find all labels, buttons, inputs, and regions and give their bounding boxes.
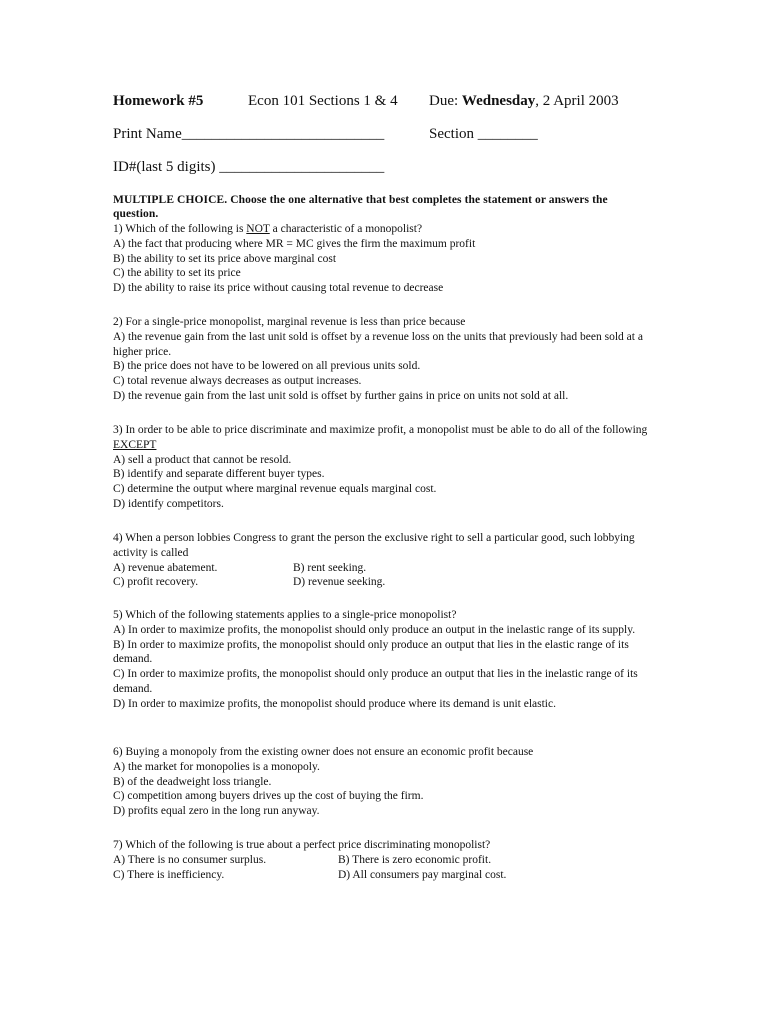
option-a: A) In order to maximize profits, the monopolist should only produce an output in the inelastic range of its supply. xyxy=(113,623,636,636)
option-b: B) the price does not have to be lowered on all previous units sold. xyxy=(113,360,421,373)
option-b: B) the ability to set its price above marginal cost xyxy=(113,252,337,265)
id-field: ID#(last 5 digits) ______________________ xyxy=(113,159,385,175)
course-title: Econ 101 Sections 1 & 4 xyxy=(248,93,398,109)
question-6 xyxy=(113,745,653,819)
due-date-text: , 2 April 2003 xyxy=(535,93,619,109)
stem-underlined: NOT xyxy=(246,223,270,235)
question-5 xyxy=(113,608,653,712)
option-a: A) the market for monopolies is a monopoly. xyxy=(113,760,320,773)
option-d: D) revenue seeking. xyxy=(293,576,386,589)
option-c: C) There is inefficiency. xyxy=(113,868,225,881)
instructions: MULTIPLE CHOICE. Choose the one alternative that best completes the statement or answers the question. xyxy=(113,194,608,220)
option-c: C) the ability to set its price xyxy=(113,267,241,280)
question-3 xyxy=(113,423,653,512)
option-b: B) rent seeking. xyxy=(293,561,367,574)
options-row xyxy=(113,561,653,576)
question-7-stem: 7) Which of the following is true about a perfect price discriminating monopolist? xyxy=(113,839,491,851)
option-d: D) All consumers pay marginal cost. xyxy=(338,868,507,881)
option-d: D) the revenue gain from the last unit sold is offset by further gains in price on units not sold at all. xyxy=(113,389,569,402)
option-a: A) revenue abatement. xyxy=(113,561,218,574)
print-name-field: Print Name___________________________ xyxy=(113,126,385,142)
option-b: B) There is zero economic profit. xyxy=(338,853,492,866)
question-4-stem: 4) When a person lobbies Congress to grant the person the exclusive right to sell a particular good, such lobbying activity is called xyxy=(113,532,635,559)
option-a: A) the fact that producing where MR = MC gives the firm the maximum profit xyxy=(113,237,476,250)
due-label: Due: xyxy=(429,93,459,109)
option-d: D) profits equal zero in the long run anyway. xyxy=(113,805,320,818)
question-1 xyxy=(113,222,653,296)
option-d: D) identify competitors. xyxy=(113,497,224,510)
option-b: B) In order to maximize profits, the monopolist should only produce an output that lies in the elastic range of its demand. xyxy=(113,638,629,666)
option-b: B) of the deadweight loss triangle. xyxy=(113,775,272,788)
options-row xyxy=(113,868,653,883)
option-b: B) identify and separate different buyer types. xyxy=(113,468,325,481)
due-day: Wednesday xyxy=(461,93,536,109)
question-2 xyxy=(113,315,653,404)
option-a: A) sell a product that cannot be resold. xyxy=(113,453,292,466)
option-a: A) the revenue gain from the last unit sold is offset by a revenue loss on the units that previously had been sold at a higher price. xyxy=(113,330,643,358)
stem-text: 1) Which of the following is xyxy=(113,223,247,235)
stem-underlined: EXCEPT xyxy=(113,438,157,451)
homework-title: Homework #5 xyxy=(113,93,204,109)
question-7 xyxy=(113,838,653,882)
question-2-stem: 2) For a single-price monopolist, marginal revenue is less than price because xyxy=(113,316,466,328)
options-row xyxy=(113,853,653,868)
question-4 xyxy=(113,531,653,590)
question-5-stem: 5) Which of the following statements applies to a single-price monopolist? xyxy=(113,609,457,621)
option-c: C) profit recovery. xyxy=(113,576,199,589)
due-date xyxy=(429,93,619,110)
question-6-stem: 6) Buying a monopoly from the existing owner does not ensure an economic profit because xyxy=(113,746,534,758)
option-d: D) the ability to raise its price without causing total revenue to decrease xyxy=(113,282,444,295)
option-c: C) In order to maximize profits, the monopolist should only produce an output that lies in the inelastic range of its demand. xyxy=(113,668,638,695)
option-a: A) There is no consumer surplus. xyxy=(113,853,267,866)
option-c: C) total revenue always decreases as output increases. xyxy=(113,375,362,388)
stem-text: a characteristic of a monopolist? xyxy=(269,223,423,235)
option-c: C) determine the output where marginal revenue equals marginal cost. xyxy=(113,483,437,496)
question-1-stem xyxy=(113,222,653,237)
question-3-stem xyxy=(113,423,653,453)
section-field: Section ________ xyxy=(429,126,538,142)
option-c: C) competition among buyers drives up the cost of buying the firm. xyxy=(113,790,424,803)
option-d: D) In order to maximize profits, the monopolist should produce where its demand is unit elastic. xyxy=(113,697,556,710)
options-row xyxy=(113,575,653,590)
stem-text: 3) In order to be able to price discriminate and maximize profit, a monopolist must be able to do all of the following xyxy=(113,424,648,436)
